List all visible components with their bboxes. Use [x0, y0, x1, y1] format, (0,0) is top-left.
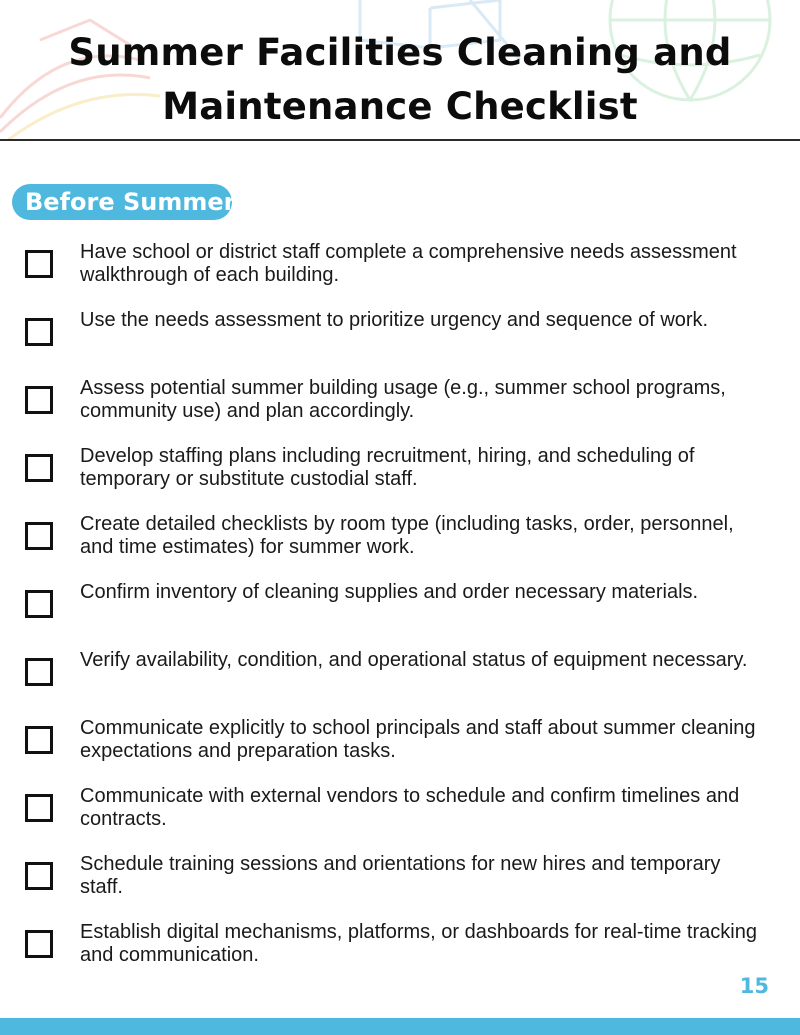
- page-title: [0, 26, 800, 134]
- checklist-item-text: Assess potential summer building usage (e.g., summer school programs, community use) and plan accordingly.: [80, 377, 726, 422]
- checkbox-icon[interactable]: [25, 862, 53, 890]
- checklist-item: [0, 377, 800, 445]
- checklist-item: [0, 853, 800, 921]
- page-title-line-1: Summer Facilities Cleaning and: [68, 31, 732, 74]
- section-badge-before-summer: Before Summer: [12, 184, 232, 220]
- checklist-item-text: Communicate explicitly to school principals and staff about summer cleaning expectations and preparation tasks.: [80, 717, 756, 762]
- checklist-item: [0, 649, 800, 717]
- checklist-item-text: Communicate with external vendors to schedule and confirm timelines and contracts.: [80, 785, 740, 830]
- checkbox-icon[interactable]: [25, 454, 53, 482]
- checklist-item-text: Schedule training sessions and orientations for new hires and temporary staff.: [80, 853, 721, 898]
- checklist: [0, 241, 800, 989]
- checklist-item: [0, 921, 800, 989]
- checklist-item-text: Establish digital mechanisms, platforms, or dashboards for real-time tracking and communication.: [80, 921, 757, 966]
- checklist-item: [0, 309, 800, 377]
- checklist-item: [0, 445, 800, 513]
- checkbox-icon[interactable]: [25, 386, 53, 414]
- checkbox-icon[interactable]: [25, 726, 53, 754]
- page-number: 15: [739, 974, 769, 998]
- title-divider: [0, 139, 800, 141]
- checklist-item: [0, 581, 800, 649]
- checkbox-icon[interactable]: [25, 590, 53, 618]
- checklist-item-text: Use the needs assessment to prioritize urgency and sequence of work.: [80, 309, 709, 331]
- checkbox-icon[interactable]: [25, 794, 53, 822]
- checklist-item-text: Develop staffing plans including recruitment, hiring, and scheduling of temporary or substitute custodial staff.: [80, 445, 695, 490]
- checkbox-icon[interactable]: [25, 522, 53, 550]
- footer-bar: [0, 1018, 800, 1035]
- checkbox-icon[interactable]: [25, 930, 53, 958]
- checklist-item: [0, 513, 800, 581]
- checklist-item-text: Create detailed checklists by room type (including tasks, order, personnel, and time estimates) for summer work.: [80, 513, 734, 558]
- checklist-item-text: Confirm inventory of cleaning supplies and order necessary materials.: [80, 581, 699, 603]
- checkbox-icon[interactable]: [25, 318, 53, 346]
- checkbox-icon[interactable]: [25, 250, 53, 278]
- checklist-item: [0, 241, 800, 309]
- checklist-item: [0, 717, 800, 785]
- checklist-item-text: Verify availability, condition, and operational status of equipment necessary.: [80, 649, 748, 671]
- checklist-item: [0, 785, 800, 853]
- checkbox-icon[interactable]: [25, 658, 53, 686]
- checklist-item-text: Have school or district staff complete a comprehensive needs assessment walkthrough of each building.: [80, 241, 737, 286]
- page-title-line-2: Maintenance Checklist: [162, 85, 638, 128]
